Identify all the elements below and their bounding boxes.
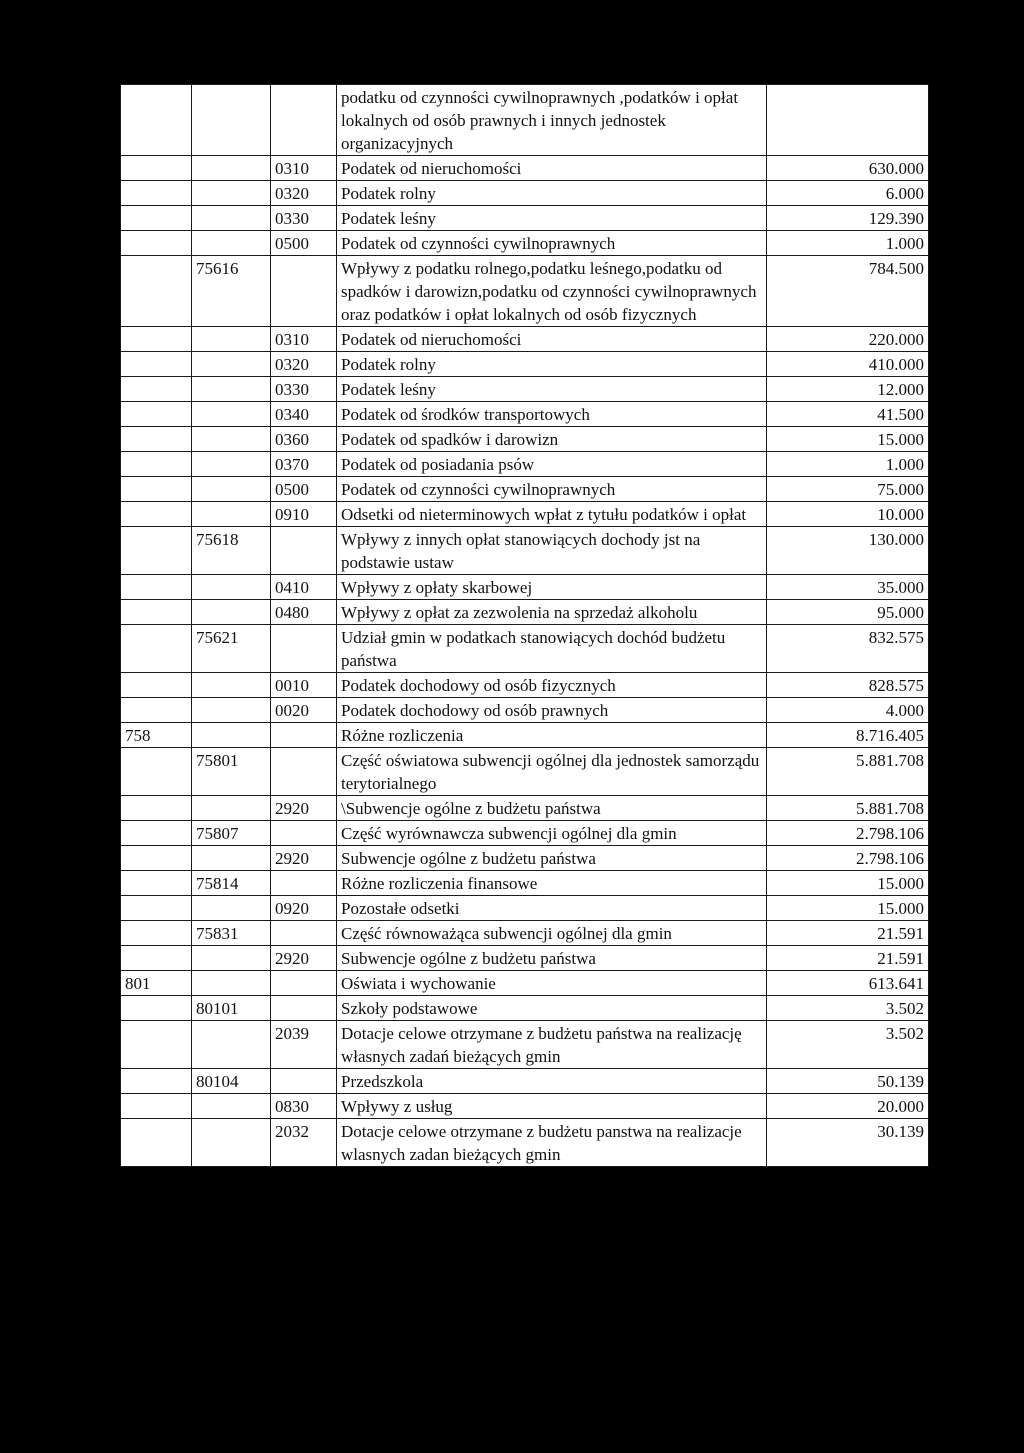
dzial-cell (121, 996, 192, 1021)
table-row (121, 502, 929, 527)
amount-cell: 15.000 (767, 427, 929, 452)
table-row (121, 427, 929, 452)
table-row (121, 181, 929, 206)
table-row (121, 821, 929, 846)
dzial-cell (121, 748, 192, 796)
table-row (121, 477, 929, 502)
dzial-cell (121, 673, 192, 698)
amount-cell: 2.798.106 (767, 821, 929, 846)
amount-cell: 4.000 (767, 698, 929, 723)
description-cell: Przedszkola (337, 1069, 767, 1094)
paragraf-cell: 2920 (271, 946, 337, 971)
amount-cell: 130.000 (767, 527, 929, 575)
description-cell: Dotacje celowe otrzymane z budżetu państwa na realizację własnych zadań bieżących gmin (337, 1021, 767, 1069)
paragraf-cell: 0920 (271, 896, 337, 921)
dzial-cell (121, 946, 192, 971)
rozdzial-cell: 80101 (192, 996, 271, 1021)
amount-cell: 75.000 (767, 477, 929, 502)
description-cell: Oświata i wychowanie (337, 971, 767, 996)
table-row (121, 723, 929, 748)
table-row (121, 971, 929, 996)
description-cell: Podatek rolny (337, 352, 767, 377)
paragraf-cell (271, 723, 337, 748)
dzial-cell (121, 575, 192, 600)
table-row (121, 377, 929, 402)
amount-cell: 6.000 (767, 181, 929, 206)
description-cell: \Subwencje ogólne z budżetu państwa (337, 796, 767, 821)
description-cell: Szkoły podstawowe (337, 996, 767, 1021)
description-cell: Podatek od spadków i darowizn (337, 427, 767, 452)
dzial-cell (121, 477, 192, 502)
table-row (121, 1069, 929, 1094)
rozdzial-cell (192, 206, 271, 231)
dzial-cell (121, 327, 192, 352)
amount-cell: 20.000 (767, 1094, 929, 1119)
amount-cell: 3.502 (767, 1021, 929, 1069)
dzial-cell: 801 (121, 971, 192, 996)
table-row (121, 352, 929, 377)
dzial-cell (121, 85, 192, 156)
paragraf-cell: 0310 (271, 327, 337, 352)
dzial-cell (121, 427, 192, 452)
rozdzial-cell (192, 575, 271, 600)
dzial-cell (121, 1021, 192, 1069)
paragraf-cell: 0010 (271, 673, 337, 698)
rozdzial-cell: 75807 (192, 821, 271, 846)
dzial-cell (121, 796, 192, 821)
description-cell: Podatek leśny (337, 206, 767, 231)
amount-cell: 1.000 (767, 231, 929, 256)
amount-cell: 50.139 (767, 1069, 929, 1094)
amount-cell: 15.000 (767, 896, 929, 921)
paragraf-cell: 0500 (271, 231, 337, 256)
description-cell: Część oświatowa subwencji ogólnej dla jednostek samorządu terytorialnego (337, 748, 767, 796)
paragraf-cell: 0330 (271, 206, 337, 231)
paragraf-cell (271, 996, 337, 1021)
rozdzial-cell: 75618 (192, 527, 271, 575)
paragraf-cell: 2920 (271, 846, 337, 871)
description-cell: Wpływy z podatku rolnego,podatku leśnego,podatku od spadków i darowizn,podatku od czynności cywilnoprawnych oraz podatków i opłat lokalnych od osób fizycznych (337, 256, 767, 327)
dzial-cell (121, 256, 192, 327)
description-cell: Wpływy z opłaty skarbowej (337, 575, 767, 600)
paragraf-cell: 0360 (271, 427, 337, 452)
description-cell: Podatek od nieruchomości (337, 156, 767, 181)
amount-cell: 35.000 (767, 575, 929, 600)
dzial-cell (121, 896, 192, 921)
paragraf-cell (271, 527, 337, 575)
paragraf-cell (271, 971, 337, 996)
rozdzial-cell (192, 673, 271, 698)
table-row (121, 625, 929, 673)
rozdzial-cell (192, 723, 271, 748)
rozdzial-cell (192, 896, 271, 921)
rozdzial-cell (192, 946, 271, 971)
rozdzial-cell: 75621 (192, 625, 271, 673)
description-cell: Podatek dochodowy od osób fizycznych (337, 673, 767, 698)
paragraf-cell (271, 748, 337, 796)
paragraf-cell: 0320 (271, 181, 337, 206)
description-cell: Podatek dochodowy od osób prawnych (337, 698, 767, 723)
table-row (121, 846, 929, 871)
dzial-cell (121, 1069, 192, 1094)
dzial-cell (121, 846, 192, 871)
paragraf-cell: 0480 (271, 600, 337, 625)
table-row (121, 402, 929, 427)
rozdzial-cell (192, 427, 271, 452)
description-cell: Udział gmin w podatkach stanowiących dochód budżetu państwa (337, 625, 767, 673)
description-cell: Podatek rolny (337, 181, 767, 206)
amount-cell: 410.000 (767, 352, 929, 377)
rozdzial-cell (192, 698, 271, 723)
amount-cell: 8.716.405 (767, 723, 929, 748)
rozdzial-cell (192, 181, 271, 206)
table-row (121, 231, 929, 256)
paragraf-cell: 0020 (271, 698, 337, 723)
table-row (121, 527, 929, 575)
amount-cell: 5.881.708 (767, 796, 929, 821)
table-row (121, 156, 929, 181)
rozdzial-cell (192, 1119, 271, 1167)
description-cell: Wpływy z usług (337, 1094, 767, 1119)
document-sheet (120, 84, 928, 1167)
dzial-cell (121, 181, 192, 206)
table-row (121, 698, 929, 723)
rozdzial-cell (192, 352, 271, 377)
description-cell: Pozostałe odsetki (337, 896, 767, 921)
paragraf-cell (271, 1069, 337, 1094)
paragraf-cell: 0910 (271, 502, 337, 527)
description-cell: Część wyrównawcza subwencji ogólnej dla gmin (337, 821, 767, 846)
budget-table (120, 84, 929, 1167)
dzial-cell (121, 231, 192, 256)
description-cell: Podatek od środków transportowych (337, 402, 767, 427)
description-cell: Część równoważąca subwencji ogólnej dla gmin (337, 921, 767, 946)
description-cell: Różne rozliczenia (337, 723, 767, 748)
table-row (121, 673, 929, 698)
amount-cell: 630.000 (767, 156, 929, 181)
dzial-cell (121, 206, 192, 231)
dzial-cell: 758 (121, 723, 192, 748)
paragraf-cell (271, 625, 337, 673)
table-row (121, 896, 929, 921)
paragraf-cell (271, 921, 337, 946)
rozdzial-cell: 75831 (192, 921, 271, 946)
amount-cell: 3.502 (767, 996, 929, 1021)
amount-cell: 5.881.708 (767, 748, 929, 796)
paragraf-cell (271, 256, 337, 327)
rozdzial-cell (192, 156, 271, 181)
paragraf-cell (271, 821, 337, 846)
paragraf-cell: 0500 (271, 477, 337, 502)
amount-cell: 1.000 (767, 452, 929, 477)
amount-cell: 220.000 (767, 327, 929, 352)
description-cell: Różne rozliczenia finansowe (337, 871, 767, 896)
rozdzial-cell: 75801 (192, 748, 271, 796)
paragraf-cell: 0410 (271, 575, 337, 600)
dzial-cell (121, 156, 192, 181)
amount-cell: 2.798.106 (767, 846, 929, 871)
description-cell: Dotacje celowe otrzymane z budżetu panstwa na realizacje wlasnych zadan bieżących gmin (337, 1119, 767, 1167)
rozdzial-cell: 75616 (192, 256, 271, 327)
rozdzial-cell (192, 1094, 271, 1119)
dzial-cell (121, 402, 192, 427)
table-row (121, 1094, 929, 1119)
amount-cell: 129.390 (767, 206, 929, 231)
table-row (121, 206, 929, 231)
paragraf-cell: 0320 (271, 352, 337, 377)
dzial-cell (121, 377, 192, 402)
amount-cell: 15.000 (767, 871, 929, 896)
description-cell: Subwencje ogólne z budżetu państwa (337, 846, 767, 871)
rozdzial-cell (192, 377, 271, 402)
table-row (121, 796, 929, 821)
table-row (121, 575, 929, 600)
dzial-cell (121, 502, 192, 527)
dzial-cell (121, 452, 192, 477)
description-cell: Podatek od czynności cywilnoprawnych (337, 231, 767, 256)
rozdzial-cell (192, 502, 271, 527)
paragraf-cell: 2920 (271, 796, 337, 821)
description-cell: Podatek od czynności cywilnoprawnych (337, 477, 767, 502)
dzial-cell (121, 1094, 192, 1119)
table-row (121, 921, 929, 946)
amount-cell: 41.500 (767, 402, 929, 427)
table-row (121, 600, 929, 625)
rozdzial-cell (192, 477, 271, 502)
amount-cell (767, 85, 929, 156)
table-row (121, 1119, 929, 1167)
amount-cell: 832.575 (767, 625, 929, 673)
description-cell: Wpływy z opłat za zezwolenia na sprzedaż alkoholu (337, 600, 767, 625)
dzial-cell (121, 527, 192, 575)
rozdzial-cell: 80104 (192, 1069, 271, 1094)
rozdzial-cell (192, 452, 271, 477)
paragraf-cell: 0330 (271, 377, 337, 402)
table-row (121, 871, 929, 896)
table-row (121, 1021, 929, 1069)
amount-cell: 95.000 (767, 600, 929, 625)
dzial-cell (121, 821, 192, 846)
dzial-cell (121, 871, 192, 896)
amount-cell: 30.139 (767, 1119, 929, 1167)
table-row (121, 748, 929, 796)
description-cell: podatku od czynności cywilnoprawnych ,podatków i opłat lokalnych od osób prawnych i innych jednostek organizacyjnych (337, 85, 767, 156)
table-row (121, 327, 929, 352)
rozdzial-cell (192, 85, 271, 156)
paragraf-cell (271, 871, 337, 896)
rozdzial-cell (192, 846, 271, 871)
description-cell: Wpływy z innych opłat stanowiących dochody jst na podstawie ustaw (337, 527, 767, 575)
table-row (121, 996, 929, 1021)
description-cell: Podatek leśny (337, 377, 767, 402)
dzial-cell (121, 600, 192, 625)
description-cell: Subwencje ogólne z budżetu państwa (337, 946, 767, 971)
paragraf-cell: 0370 (271, 452, 337, 477)
paragraf-cell: 0830 (271, 1094, 337, 1119)
rozdzial-cell (192, 1021, 271, 1069)
amount-cell: 613.641 (767, 971, 929, 996)
dzial-cell (121, 352, 192, 377)
dzial-cell (121, 1119, 192, 1167)
description-cell: Odsetki od nieterminowych wpłat z tytułu podatków i opłat (337, 502, 767, 527)
rozdzial-cell (192, 796, 271, 821)
budget-table-body (121, 85, 929, 1167)
rozdzial-cell (192, 600, 271, 625)
paragraf-cell: 2039 (271, 1021, 337, 1069)
rozdzial-cell (192, 402, 271, 427)
rozdzial-cell (192, 971, 271, 996)
table-row (121, 946, 929, 971)
table-row (121, 452, 929, 477)
rozdzial-cell: 75814 (192, 871, 271, 896)
paragraf-cell (271, 85, 337, 156)
table-row (121, 85, 929, 156)
dzial-cell (121, 921, 192, 946)
description-cell: Podatek od nieruchomości (337, 327, 767, 352)
amount-cell: 12.000 (767, 377, 929, 402)
dzial-cell (121, 698, 192, 723)
amount-cell: 784.500 (767, 256, 929, 327)
paragraf-cell: 2032 (271, 1119, 337, 1167)
amount-cell: 21.591 (767, 921, 929, 946)
dzial-cell (121, 625, 192, 673)
rozdzial-cell (192, 231, 271, 256)
paragraf-cell: 0340 (271, 402, 337, 427)
table-row (121, 256, 929, 327)
amount-cell: 10.000 (767, 502, 929, 527)
description-cell: Podatek od posiadania psów (337, 452, 767, 477)
amount-cell: 21.591 (767, 946, 929, 971)
rozdzial-cell (192, 327, 271, 352)
paragraf-cell: 0310 (271, 156, 337, 181)
amount-cell: 828.575 (767, 673, 929, 698)
